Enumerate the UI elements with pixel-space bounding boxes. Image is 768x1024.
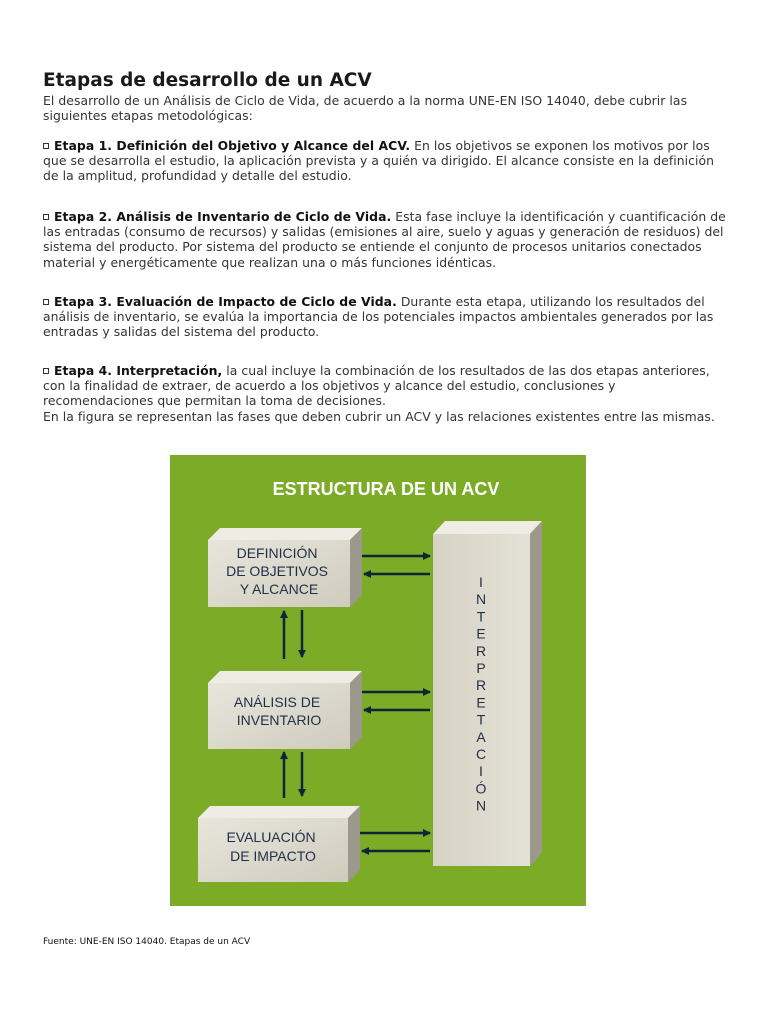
stage-2-separator: .: [386, 209, 392, 224]
stage-1-paragraph: [43, 138, 727, 184]
box3-line2: DE IMPACTO: [230, 848, 316, 864]
interpretacion-letter: Ó: [475, 780, 487, 797]
box-interpretacion: [433, 521, 542, 866]
square-bullet-icon: [43, 368, 49, 374]
stage-4-separator: ,: [217, 363, 223, 378]
interpretacion-letter: E: [476, 625, 486, 642]
box3-line1: EVALUACIÓN: [226, 829, 316, 845]
interpretacion-letter: R: [475, 677, 487, 694]
stage-4-paragraph: [43, 363, 727, 424]
stage-4-title: Etapa 4. Interpretación: [54, 363, 218, 378]
interpretacion-letter: I: [479, 763, 483, 780]
box2-line1: ANÁLISIS DE: [233, 694, 321, 710]
stage-3-text: Durante esta etapa, utilizando los resultados del análisis de inventario, se evalúa la importancia de los potenciales impactos ambientales generados por las entradas y salidas del sistema del producto.: [43, 294, 714, 340]
square-bullet-icon: [43, 143, 49, 149]
box-evaluacion-impacto: [198, 806, 360, 882]
interpretacion-letter: I: [479, 574, 483, 590]
interpretacion-letter: T: [476, 711, 486, 728]
stage-1-separator: .: [405, 138, 411, 153]
stage-3-paragraph: [43, 294, 727, 340]
box-definicion-objetivos: [208, 528, 362, 607]
interpretacion-letter: N: [475, 797, 487, 814]
stage-2-paragraph: [43, 209, 727, 270]
box2-line2: INVENTARIO: [236, 712, 322, 728]
box1-line3: Y ALCANCE: [239, 581, 319, 597]
acv-structure-figure: [170, 455, 586, 906]
figure-title: ESTRUCTURA DE UN ACV: [272, 479, 500, 499]
interpretacion-letter: A: [476, 728, 486, 745]
square-bullet-icon: [43, 299, 49, 305]
acv-structure-diagram: [170, 455, 586, 906]
stage-4-text: la cual incluye la combinación de los resultados de las dos etapas anteriores, con la finalidad de extraer, de acuerdo a los objetivos y alcance del estudio, conclusiones y recomendaciones que permitan la toma de decisiones.: [43, 363, 710, 409]
interpretacion-letter: T: [476, 608, 486, 625]
stage-2-title: Etapa 2. Análisis de Inventario de Ciclo de Vida: [54, 209, 387, 224]
box1-line2: DE OBJETIVOS: [226, 563, 329, 579]
stage-1-title: Etapa 1. Definición del Objetivo y Alcance del ACV: [54, 138, 406, 153]
stage-2-text: Esta fase incluye la identificación y cuantificación de las entradas (consumo de recursos) y salidas (emisiones al aire, suelo y aguas y generación de residuos) del sistema del producto. Por sistema del producto se entiende el conjunto de procesos unitarios conectados material y energéticamente que realizan una o más funciones idénticas.: [43, 209, 726, 270]
stage-1-text: En los objetivos se exponen los motivos por los que se desarrolla el estudio, la aplicación prevista y a quién va dirigido. El alcance consiste en la definición de la amplitud, profundidad y detalle del estudio.: [43, 138, 715, 184]
interpretacion-letter: E: [476, 694, 486, 711]
box1-line1: DEFINICIÓN: [236, 545, 318, 561]
stage-3-title: Etapa 3. Evaluación de Impacto de Ciclo de Vida: [54, 294, 393, 309]
interpretacion-letter: C: [475, 746, 487, 762]
page-title: Etapas de desarrollo de un ACV: [43, 70, 372, 91]
box-analisis-inventario: [208, 671, 362, 749]
stage-3-separator: .: [392, 294, 397, 309]
interpretacion-letter: R: [475, 642, 487, 659]
square-bullet-icon: [43, 214, 49, 220]
interpretacion-letter: N: [475, 591, 487, 608]
figure-caption: Fuente: UNE-EN ISO 14040. Etapas de un ACV: [43, 937, 251, 947]
intro-paragraph: El desarrollo de un Análisis de Ciclo de Vida, de acuerdo a la norma UNE-EN ISO 14040, debe cubrir las siguientes etapas metodológicas:: [43, 93, 688, 124]
svg-text:DEFINICIÓN DE OBJETIVO: [226, 545, 332, 597]
figure-intro-text: En la figura se representan las fases que deben cubrir un ACV y las relaciones existentes entre las mismas.: [43, 408, 715, 424]
interpretacion-letter: P: [476, 660, 486, 676]
